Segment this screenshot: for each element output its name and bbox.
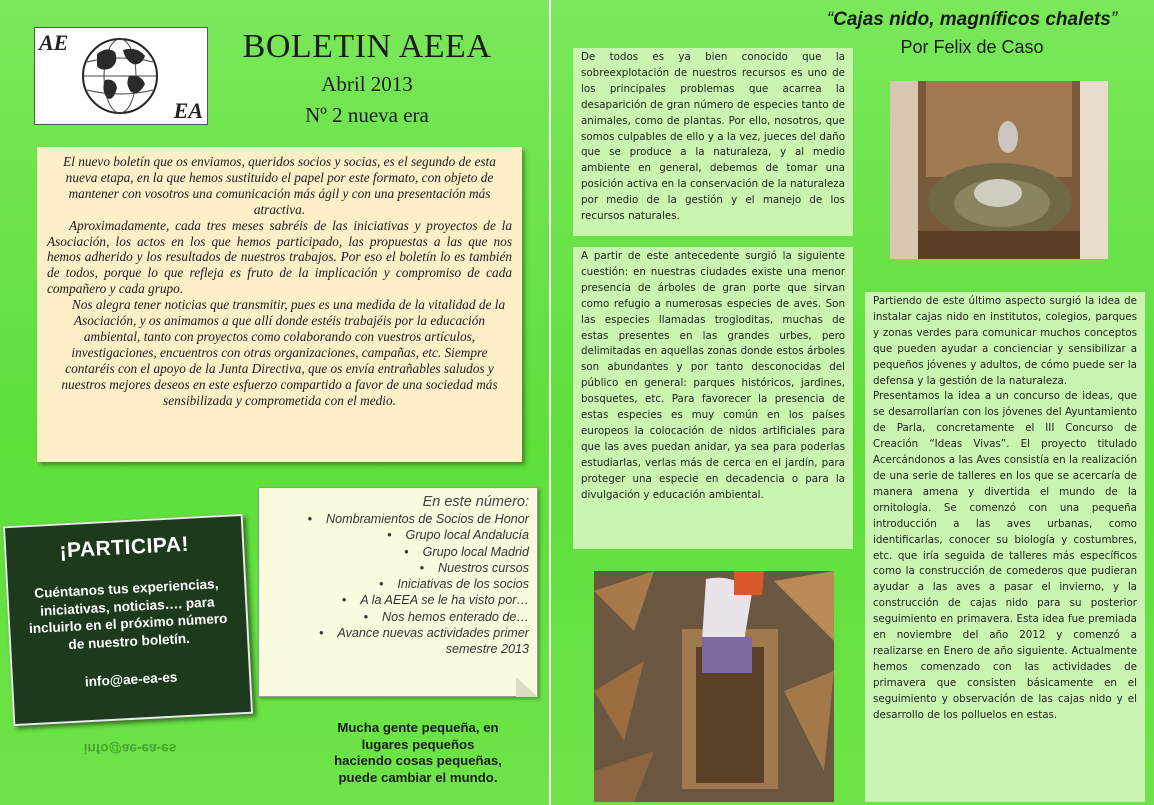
newsletter-date: Abril 2013 (321, 72, 413, 96)
intro-letter (37, 147, 522, 462)
logo-text-top: AE (39, 30, 69, 55)
article-paragraph: A partir de este antecedente surgió la siguiente cuestión: en nuestras ciudades existe una menor presencia de árboles de gran porte que sirvan como refugio a numerosas especies de aves. Son las especies llamadas trogloditas, muchas de estas presentes en las grandes urbes, pero delimitadas en aquellas zonas donde estos árboles son abundantes y por tanto desconocidas del público en general: parques históricos, jardines, bosquetes, etc. Para favorecer la presencia de estas especies es muy común en los países europeos la colocación de nidos artificiales para que las aves puedan anidar, ya sea para poderlas estudiarlas, verlas más de cerca en el jardín, para proteger una especie en decadencia o para la divulgación y educación ambiental. (581, 250, 845, 501)
right-page (551, 0, 1154, 805)
contents-heading: En este número: (422, 494, 529, 510)
article-column-2 (573, 247, 853, 549)
contents-item: • Nombramientos de Socios de Honor (265, 511, 529, 527)
contact-email-link[interactable]: info@ae-ea-es (84, 669, 178, 690)
article-title: “Cajas nido, magníficos chalets” (826, 9, 1118, 30)
contents-item: • Grupo local Andalucía (265, 527, 529, 543)
participa-body: Cuéntanos tus experiencias, iniciativas, noticias…. para incluirlo en el próximo número de nuestro boletín. (28, 576, 228, 652)
article-byline: Por Felix de Caso (900, 37, 1044, 57)
contents-list (265, 511, 529, 658)
newsletter-issue: Nº 2 nueva era (305, 103, 429, 127)
intro-paragraph: Nos alegra tener noticias que transmitir, pues es una medida de la vitalidad de la Asociación, y os animamos a que allí donde estéis trabajéis por la educación ambiental, tanto con proyectos como colaborando con vuestros artículos, investigaciones, encuentros con otras organizaciones, campañas, etc. Siempre contaréis con el apoyo de la Junta Directiva, que os envía entrañables saludos y nuestros mejores deseos en este esfuerzo compartido a favor de una sociedad más sensibilizada y comprometida con el medio. (61, 297, 506, 408)
email-reflection: info@ae-ea-es (83, 741, 177, 756)
contents-item: • Grupo local Madrid (265, 544, 529, 560)
article-paragraph: Partiendo de este último aspecto surgió la idea de instalar cajas nido en institutos, colegios, parques y zonas verdes para comunicar muchos conceptos que pueden ayudar a concienciar y sensibilizar a pequeños jóvenes y adultos, de cómo puede ser la defensa y la gestión de la naturaleza. (873, 295, 1137, 387)
aeea-logo (34, 27, 208, 125)
table-of-contents (258, 487, 538, 697)
workshop-photo-image (594, 571, 834, 802)
quote-line: puede cambiar el mundo. (338, 769, 498, 785)
contents-item: • Iniciativas de los socios (265, 576, 529, 592)
article-paragraph: Presentamos la idea a un concurso de ideas, que se desarrollarían con los jóvenes del Ayuntamiento de Parla, concretamente el III Concurso de Creación “Ideas Vivas”. El proyecto titulado Acercándonos a las Aves consistía en la realización de una serie de talleres en los que se acercaría de manera amena y divertida el mundo de la ornitología. Se comenzó con una pequeña introducción a las aves urbanas, como identificarlas, conocer su biología y costumbres, etc. que iría seguida de talleres más específicos como la construcción de comederos que pudieran ayudar a las aves a pasar el invierno, y la construcción de cajas nido para su posterior seguimiento en primavera. Esta idea fue premiada en noviembre del año 2012 y comenzó a realizarse en Enero de año siguiente. Actualmente hemos comenzado con las actividades de primavera que consisten básicamente en el seguimiento y observación de las cajas nido y el desarrollo de los polluelos en estas. (873, 390, 1137, 721)
building-nest-box-photo (594, 571, 834, 802)
closing-quote (303, 720, 533, 786)
contents-item: • Nos hemos enterado de… (265, 609, 529, 625)
nest-photo-image (890, 81, 1108, 259)
nest-box-photo (890, 81, 1108, 259)
globe-icon (79, 36, 161, 116)
article-column-3 (865, 292, 1145, 802)
contents-item: • Nuestros cursos (265, 560, 529, 576)
contents-item: • Avance nuevas actividades primer (265, 625, 529, 641)
article-column-1 (573, 48, 853, 236)
quote-line: lugares pequeños (361, 736, 475, 752)
newsletter-title: BOLETIN AEEA (242, 28, 492, 65)
page-curl-decoration (516, 677, 538, 697)
article-title-text: Cajas nido, magníficos chalets (833, 9, 1111, 30)
left-page (0, 0, 549, 805)
participa-box (3, 514, 253, 726)
logo-text-bottom: EA (173, 98, 203, 123)
intro-paragraph: Aproximadamente, cada tres meses sabréis de las iniciativas y proyectos de la Asociación, los actos en los que hemos participado, las propuestas a las que nos hemos adherido y los resultados de nuestros trabajos. Por eso el boletín lo es también de todos, porque lo que refleja es fruto de la implicación y compromiso de cada compañero y cada grupo. (47, 217, 512, 297)
contents-item: semestre 2013 (445, 642, 529, 657)
quote-line: haciendo cosas pequeñas, (334, 753, 502, 769)
article-paragraph: De todos es ya bien conocido que la sobreexplotación de nuestros recursos es uno de los principales problemas que acarrea la desaparición de gran número de especies tanto de animales, como de plantas. Por ello, nosotros, que somos culpables de ello y a la vez, jueces del daño que se produce a la naturaleza, y al medio ambiente en general, debemos de tomar una posición activa en la conservación de la naturaleza por medio de la gestión y el manejo de los recursos naturales. (581, 51, 845, 223)
contents-item: • A la AEEA se le ha visto por… (265, 592, 529, 608)
intro-paragraph: El nuevo boletín que os enviamos, queridos socios y socias, es el segundo de esta nueva etapa, en la que hemos sustituido el papel por este formato, con objeto de mantener con vosotros una comunicación más ágil y con una presentación más atractiva. (63, 154, 496, 217)
participa-heading: ¡PARTICIPA! (58, 532, 190, 563)
quote-line: Mucha gente pequeña, en (337, 720, 499, 735)
